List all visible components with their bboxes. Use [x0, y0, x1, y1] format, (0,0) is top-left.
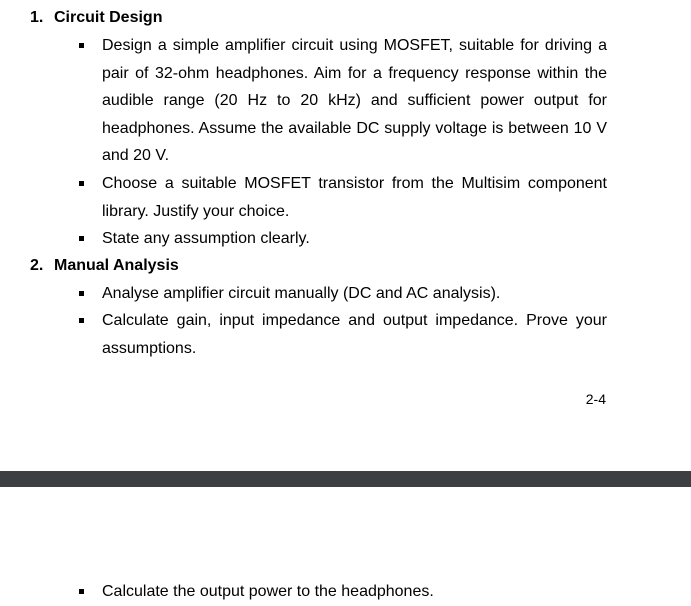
bullet-icon: [79, 181, 84, 186]
document-page-bottom: [0, 487, 691, 603]
section-title: Manual Analysis: [54, 257, 179, 274]
section-title: Circuit Design: [54, 9, 163, 26]
section-heading-manual-analysis: [30, 256, 179, 276]
bullet-icon: [79, 291, 84, 296]
section-number: 1.: [30, 9, 44, 26]
bullet-text-design-amplifier: Design a simple amplifier circuit using MOSFET, suitable for driving a pair of 32-ohm headphones. Aim for a frequency response within the audible range (20 Hz to 20 kHz) and sufficient power output for headphones. Assume the available DC supply voltage is between 10 V and 20 V.: [102, 37, 607, 164]
bullet-icon: [79, 589, 84, 594]
bullet-text-calculate-output-power: Calculate the output power to the headphones.: [102, 583, 434, 600]
bullet-icon: [79, 236, 84, 241]
page-number: 2-4: [585, 391, 606, 407]
bullet-text-choose-mosfet: Choose a suitable MOSFET transistor from the Multisim component library. Justify your choice.: [102, 175, 607, 220]
bullet-text-state-assumption: State any assumption clearly.: [102, 230, 310, 247]
section-heading-circuit-design: [30, 8, 162, 28]
bullet-icon: [79, 318, 84, 323]
bullet-text-analyse-circuit: Analyse amplifier circuit manually (DC and AC analysis).: [102, 285, 501, 302]
page-separator: [0, 471, 691, 487]
bullet-icon: [79, 43, 84, 48]
section-number: 2.: [30, 257, 44, 274]
bullet-text-calculate-gain: Calculate gain, input impedance and output impedance. Prove your assumptions.: [102, 312, 607, 357]
